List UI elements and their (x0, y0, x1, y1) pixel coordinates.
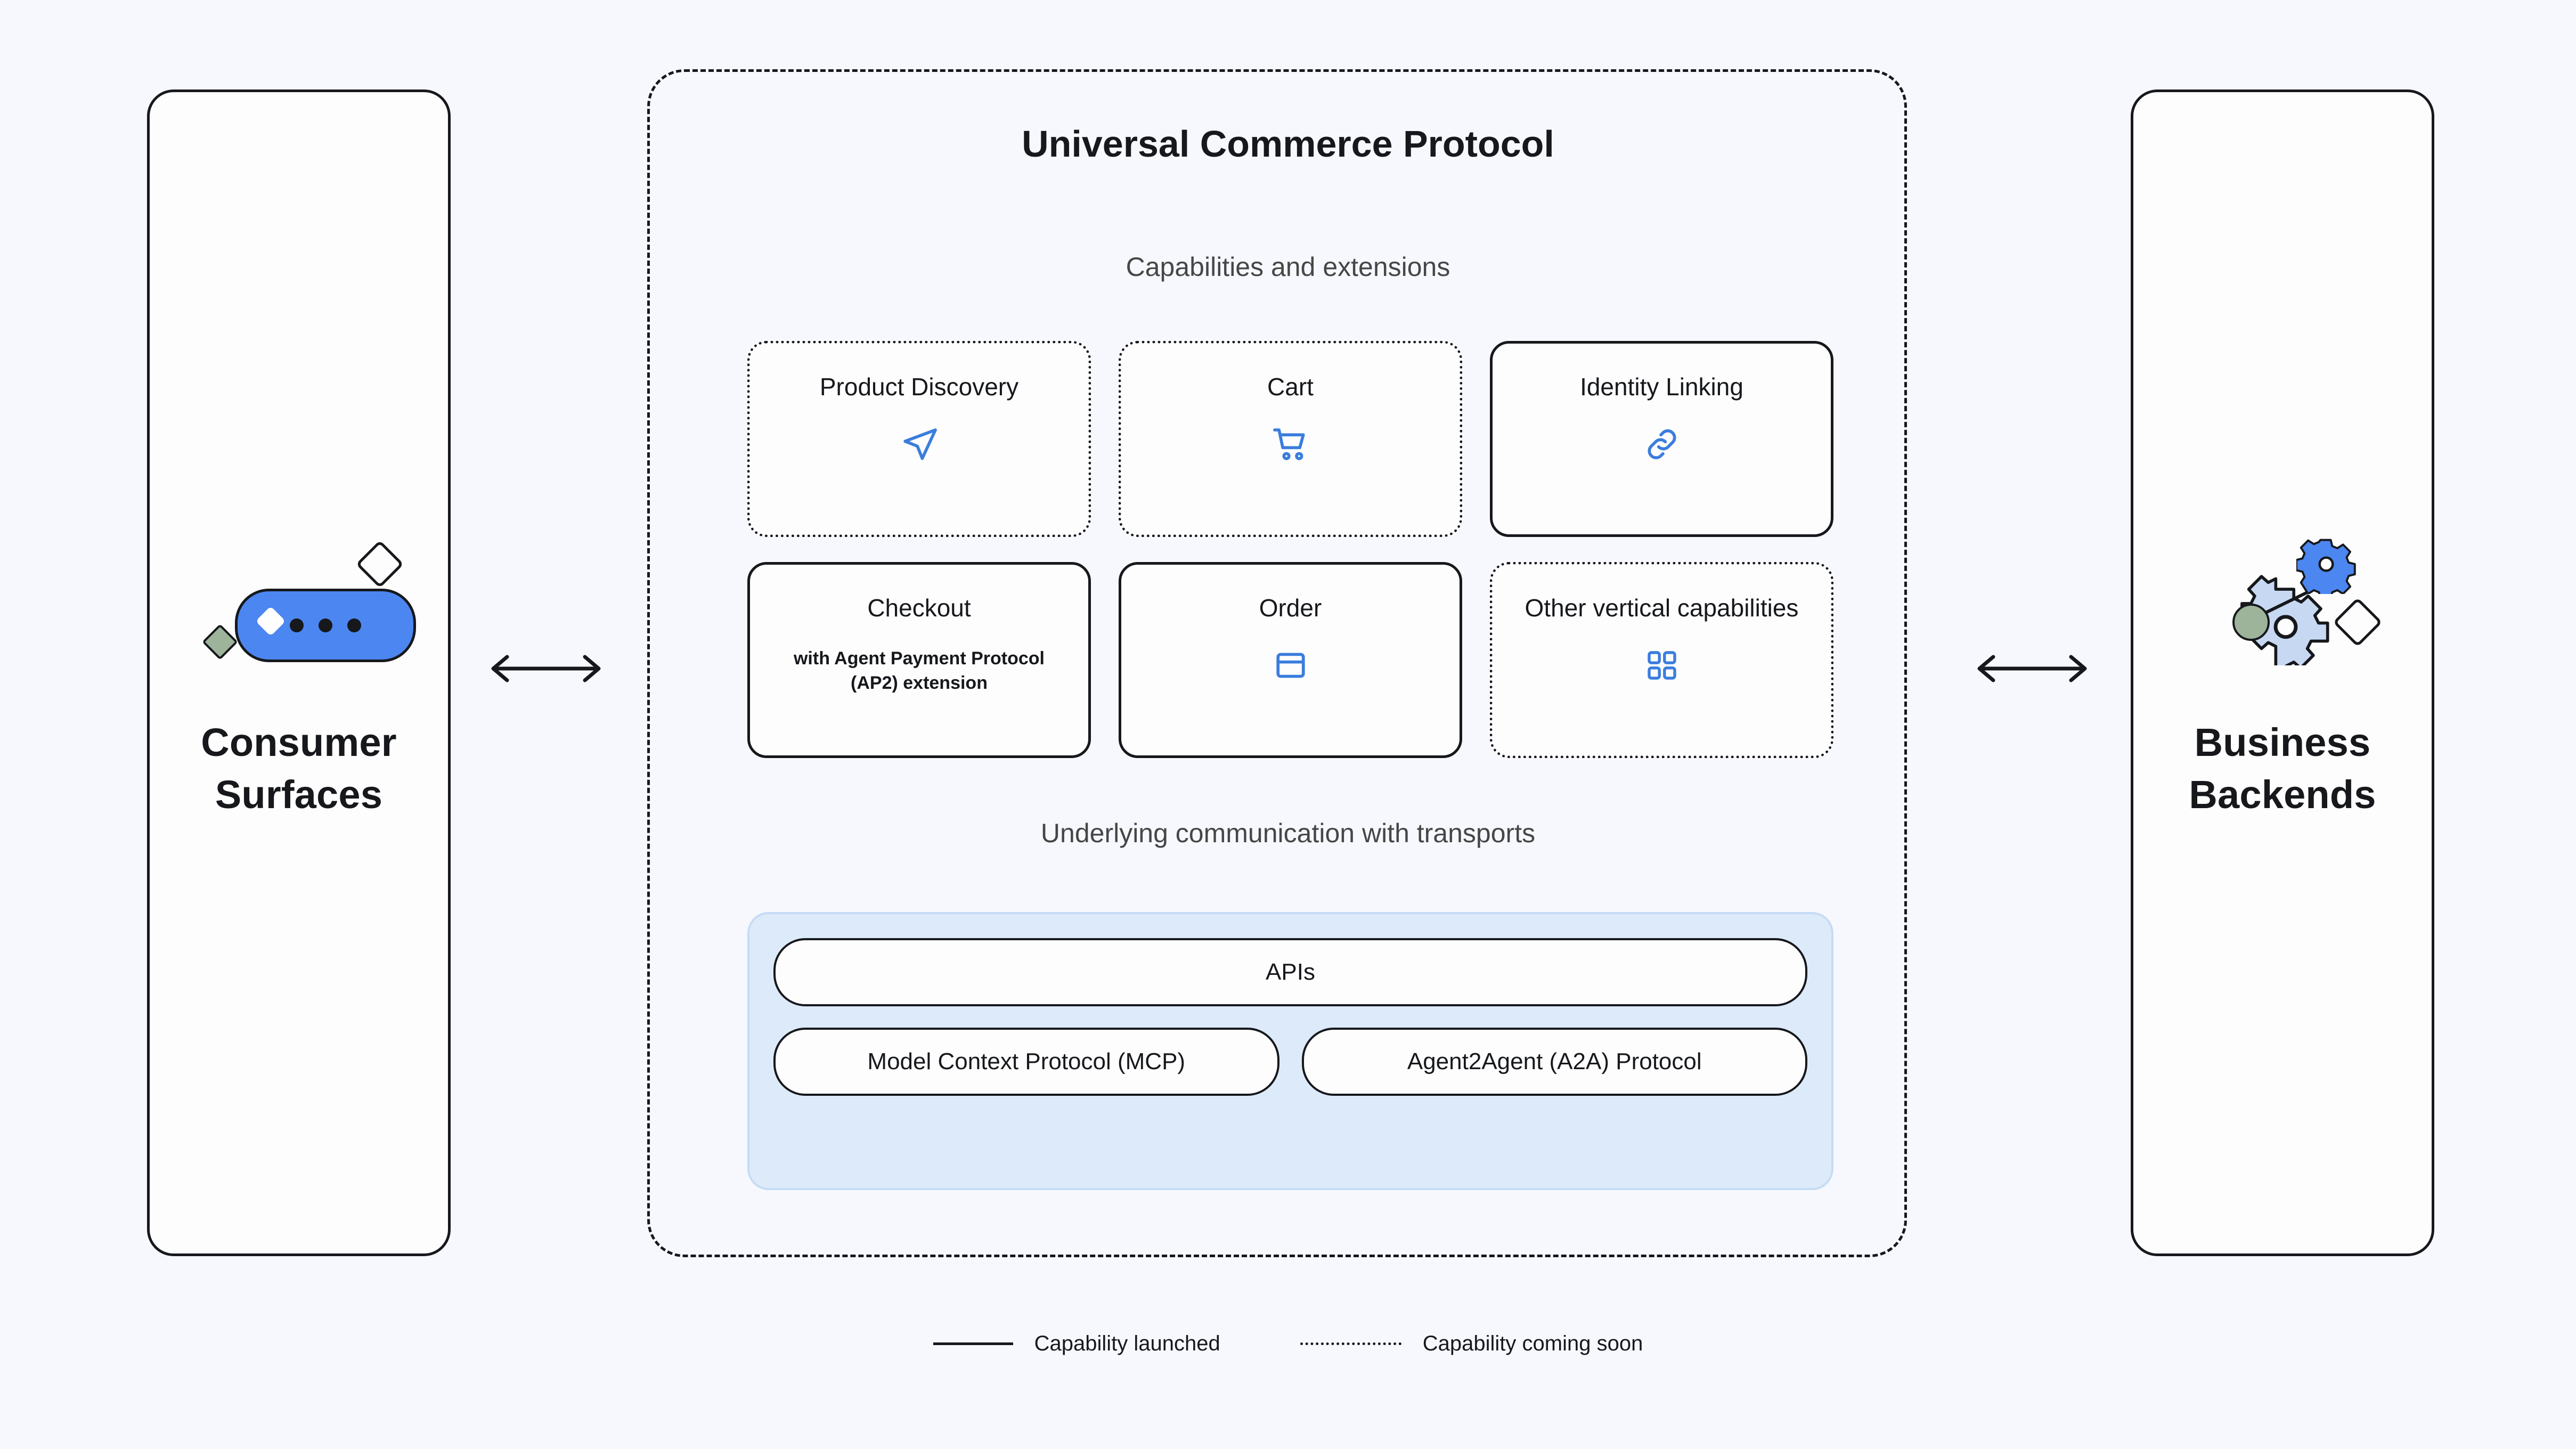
sparkle-outline-icon (2333, 598, 2382, 647)
dot-icon (347, 618, 361, 632)
capability-title: Cart (1267, 373, 1314, 401)
capabilities-section-label: Capabilities and extensions (1126, 252, 1450, 282)
capability-title: Order (1259, 594, 1322, 622)
capability-card-cart[interactable] (1119, 341, 1462, 537)
right-bidirectional-arrow (1966, 653, 2099, 685)
legend-label: Capability coming soon (1422, 1332, 1643, 1355)
transport-a2a[interactable]: Agent2Agent (A2A) Protocol (1302, 1028, 1808, 1096)
legend-item-coming-soon (1300, 1332, 1643, 1356)
grid-apps-icon (1641, 645, 1683, 686)
legend-item-launched (933, 1332, 1220, 1356)
left-bidirectional-arrow (479, 653, 613, 685)
legend (0, 1332, 2576, 1356)
capability-subtitle: with Agent Payment Protocol (AP2) extension (793, 648, 1045, 693)
dot-icon (319, 618, 332, 632)
blue-gear-icon (2296, 534, 2356, 594)
business-backend-gears-illustration (2171, 525, 2394, 685)
link-icon (1641, 424, 1683, 465)
transports-section-label: Underlying communication with transports (1040, 818, 1536, 848)
capability-title: Identity Linking (1580, 373, 1743, 401)
dot-icon (290, 618, 304, 632)
sparkle-icon (256, 606, 286, 637)
business-backends-title: Business Backends (2189, 720, 2376, 817)
capability-title: Other vertical capabilities (1525, 594, 1799, 622)
transport-mcp[interactable]: Model Context Protocol (MCP) (773, 1028, 1279, 1096)
chat-pill-icon (235, 589, 416, 662)
legend-label: Capability launched (1034, 1332, 1220, 1355)
sparkle-outline-icon (356, 540, 404, 589)
ucp-title: Universal Commerce Protocol (1022, 123, 1554, 165)
navigation-send-icon (899, 424, 940, 465)
capability-card-checkout[interactable] (747, 562, 1091, 758)
capability-card-identity-linking[interactable] (1490, 341, 1833, 537)
consumer-surfaces-title: Consumer Surfaces (201, 720, 397, 817)
capability-title: Product Discovery (819, 373, 1019, 401)
solid-line-icon (933, 1342, 1013, 1345)
transports-block (747, 912, 1833, 1190)
capability-card-product-discovery[interactable] (747, 341, 1091, 537)
dotted-line-icon (1300, 1342, 1401, 1345)
capability-card-other-vertical[interactable] (1490, 562, 1833, 758)
business-backends-panel (2131, 89, 2434, 1256)
green-circle-icon (2232, 604, 2270, 641)
receipt-icon (1270, 645, 1311, 686)
capability-card-order[interactable] (1119, 562, 1462, 758)
consumer-surface-illustration (187, 525, 411, 685)
shopping-cart-icon (1270, 424, 1311, 465)
capability-title: Checkout (867, 594, 971, 622)
transport-row (773, 1028, 1807, 1096)
green-diamond-icon (202, 624, 238, 660)
transport-apis[interactable]: APIs (773, 938, 1807, 1006)
